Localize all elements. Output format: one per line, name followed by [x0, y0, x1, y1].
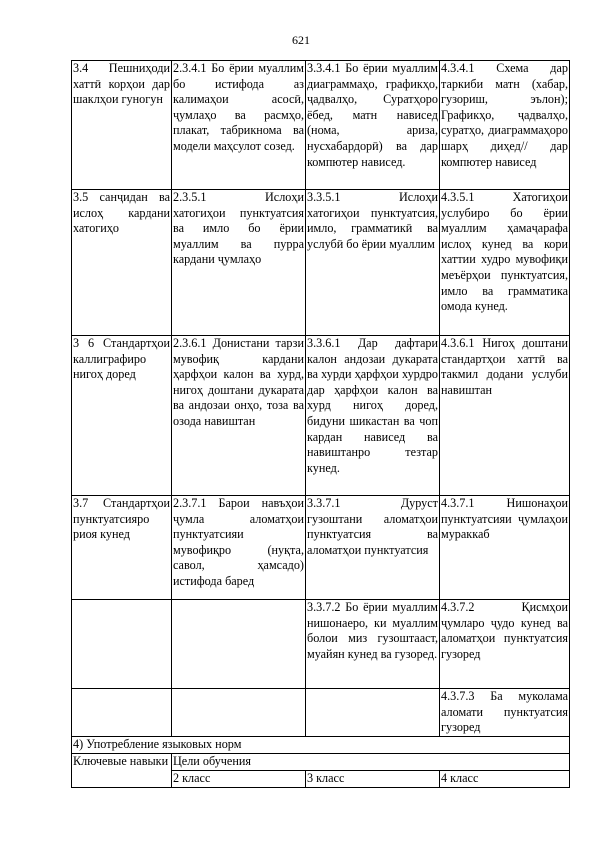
key-skill-cell: 3 6 Стандартҳои каллиграфиро нигоҳ доред	[72, 336, 172, 496]
key-skill-cell: 3.4 Пешниҳоди хаттӣ корҳои дар шаклҳои гуногун	[72, 61, 172, 190]
grade3-goal-cell: 3.3.7.1 Дуруст гузоштани аломатҳои пунктуатсия ва аломатҳои пунктуатсия	[306, 496, 440, 600]
grade3-goal-cell	[306, 689, 440, 737]
table-row	[72, 190, 570, 336]
learning-goals-header: Цели обучения	[172, 753, 570, 770]
table-row	[72, 689, 570, 737]
grade2-goal-cell	[172, 689, 306, 737]
grade4-goal-cell: 4.3.5.1 Хатогиҳои услубиро бо ёрии муаллим ҳамаҷарафа ислоҳ кунед ва кори хаттии худро мувофиқи меъёрҳои пунктуатсия, имло ва грамматика омода кунед.	[440, 190, 570, 336]
grade4-goal-cell: 4.3.7.1 Нишонаҳои пунктуатсияи ҷумлаҳои мураккаб	[440, 496, 570, 600]
section-title: 4) Употребление языковых норм	[72, 736, 570, 753]
grade3-goal-cell: 3.3.5.1 Ислоҳи хатогиҳои пунктуатсия, имло, грамматикӣ ва услубӣ бо ёрии муаллим	[306, 190, 440, 336]
page-number: 621	[292, 33, 310, 47]
grade4-goal-cell: 4.3.6.1 Нигоҳ доштани стандартҳои хаттӣ ва такмил додани услуби навиштан	[440, 336, 570, 496]
header-row	[72, 753, 570, 770]
grade2-goal-cell: 2.3.4.1 Бо ёрии муаллим бо истифода аз калимаҳои асосӣ, ҷумлаҳо ва расмҳо, плакат, табрикнома ва модели маҳсулот созед.	[172, 61, 306, 190]
grade4-goal-cell: 4.3.7.2 Қисмҳои ҷумларо ҷудо кунед ва аломатҳои пунктуатсия гузоред	[440, 600, 570, 689]
key-skill-cell	[72, 689, 172, 737]
grade4-header: 4 класс	[440, 770, 570, 787]
section-title-row	[72, 736, 570, 753]
grade3-goal-cell: 3.3.6.1 Дар дафтари калон андозаи дукарата ва хурди ҳарфҳои хурдро дар ҳарфҳои калон ва хурд нигоҳ доред, бидуни шикастан ва чоп кардан нависед ва навиштанро тезтар кунед.	[306, 336, 440, 496]
key-skill-cell	[72, 600, 172, 689]
table-row	[72, 600, 570, 689]
grade2-goal-cell: 2.3.7.1 Барои навъҳои ҷумла аломатҳои пунктуатсияи мувофиқро (нуқта, савол, ҳамсадо) истифода баред	[172, 496, 306, 600]
grade2-goal-cell	[172, 600, 306, 689]
grade2-goal-cell: 2.3.6.1 Донистани тарзи мувофиқ кардани ҳарфҳои калон ва хурд, нигоҳ доштани дукарата ва андозаи онҳо, тоза ва озода навиштан	[172, 336, 306, 496]
grade3-goal-cell: 3.3.7.2 Бо ёрии муаллим нишонаеро, ки муаллим болои миз гузоштааст, муайян кунед ва гузоред.	[306, 600, 440, 689]
table-row	[72, 496, 570, 600]
table-row	[72, 336, 570, 496]
grade2-header: 2 класс	[172, 770, 306, 787]
grade3-goal-cell: 3.3.4.1 Бо ёрии муаллим диаграммаҳо, графикҳо, ҷадвалҳо, Суратҳоро ёбед, матн нависед (нома, ариза, нусхабардорӣ) ва дар компютер нависед.	[306, 61, 440, 190]
curriculum-table	[71, 60, 570, 788]
key-skill-cell: 3.7 Стандартҳои пунктуатсияро риоя кунед	[72, 496, 172, 600]
grade2-goal-cell: 2.3.5.1 Ислоҳи хатогиҳои пунктуатсия ва имло бо ёрии муаллим ва пурра кардани ҷумлаҳо	[172, 190, 306, 336]
key-skills-header: Ключевые навыки	[72, 753, 172, 787]
grade4-goal-cell: 4.3.4.1 Схема дар таркиби матн (хабар, гузориш, эълон); Графикҳо, ҷадвалҳо, суратҳо, диаграммаҳоро шарҳ диҳед// дар компютер нависед	[440, 61, 570, 190]
table-row	[72, 61, 570, 190]
key-skill-cell: 3.5 санҷидан ва ислоҳ кардани хатогиҳо	[72, 190, 172, 336]
grade3-header: 3 класс	[306, 770, 440, 787]
grade4-goal-cell: 4.3.7.3 Ба муколама аломати пунктуатсия гузоред	[440, 689, 570, 737]
